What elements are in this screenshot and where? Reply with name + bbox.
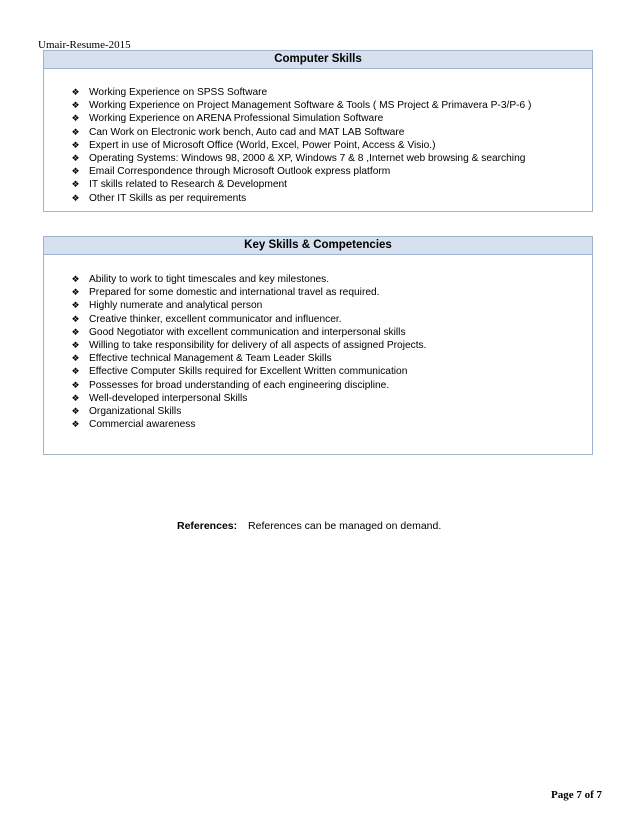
list-item-text: Other IT Skills as per requirements	[89, 192, 247, 204]
diamond-bullet-icon: ❖	[71, 179, 80, 190]
list-item-text: Prepared for some domestic and international travel as required.	[89, 287, 380, 299]
list-item-text: Operating Systems: Windows 98, 2000 & XP, Windows 7 & 8 ,Internet web browsing & searching	[89, 153, 526, 165]
list-item	[70, 273, 592, 286]
diamond-bullet-icon: ❖	[71, 353, 80, 364]
list-item	[70, 126, 592, 139]
diamond-bullet-icon: ❖	[71, 126, 80, 137]
diamond-bullet-icon: ❖	[71, 166, 80, 177]
list-item-text: Commercial awareness	[89, 419, 196, 431]
list-item	[70, 86, 592, 99]
list-item	[70, 178, 592, 191]
diamond-bullet-icon: ❖	[71, 313, 80, 324]
list-item-text: Expert in use of Microsoft Office (World, Excel, Power Point, Access & Visio.)	[89, 139, 436, 151]
key-skills-heading: Key Skills & Competencies	[44, 237, 592, 255]
diamond-bullet-icon: ❖	[71, 287, 80, 298]
computer-skills-list	[44, 86, 592, 205]
list-item-text: Can Work on Electronic work bench, Auto cad and MAT LAB Software	[89, 126, 405, 138]
list-item-text: Creative thinker, excellent communicator and influencer.	[89, 313, 342, 325]
running-header: Umair-Resume-2015	[38, 39, 131, 51]
list-item	[70, 112, 592, 125]
list-item	[70, 99, 592, 112]
diamond-bullet-icon: ❖	[71, 406, 80, 417]
list-item	[70, 339, 592, 352]
list-item-text: Effective Computer Skills required for Excellent Written communication	[89, 366, 408, 378]
list-item-text: Organizational Skills	[89, 406, 182, 418]
list-item	[70, 379, 592, 392]
list-item-text: Effective technical Management & Team Leader Skills	[89, 353, 332, 365]
diamond-bullet-icon: ❖	[71, 419, 80, 430]
references-line	[177, 520, 441, 532]
list-item	[70, 352, 592, 365]
list-item	[70, 286, 592, 299]
references-text: References can be managed on demand.	[248, 520, 442, 532]
list-item-text: Highly numerate and analytical person	[89, 300, 263, 312]
list-item-text: Working Experience on Project Management Software & Tools ( MS Project & Primavera P-3/P-6 )	[89, 100, 532, 112]
diamond-bullet-icon: ❖	[71, 192, 80, 203]
diamond-bullet-icon: ❖	[71, 366, 80, 377]
list-item	[70, 365, 592, 378]
diamond-bullet-icon: ❖	[71, 153, 80, 164]
diamond-bullet-icon: ❖	[71, 340, 80, 351]
list-item	[70, 392, 592, 405]
list-item-text: Email Correspondence through Microsoft Outlook express platform	[89, 166, 391, 178]
list-item-text: Ability to work to tight timescales and key milestones.	[89, 274, 330, 285]
list-item-text: Working Experience on ARENA Professional Simulation Software	[89, 113, 384, 125]
page-number: Page 7 of 7	[550, 789, 602, 801]
list-item-text: IT skills related to Research & Development	[89, 179, 287, 191]
diamond-bullet-icon: ❖	[71, 326, 80, 337]
diamond-bullet-icon: ❖	[71, 274, 80, 284]
list-item-text: Good Negotiator with excellent communication and interpersonal skills	[89, 326, 406, 338]
list-item-text: Working Experience on SPSS Software	[89, 87, 268, 98]
list-item-text: Willing to take responsibility for delivery of all aspects of assigned Projects.	[89, 340, 427, 352]
key-skills-list	[44, 273, 592, 431]
computer-skills-section	[43, 50, 593, 212]
diamond-bullet-icon: ❖	[71, 139, 80, 150]
diamond-bullet-icon: ❖	[71, 392, 80, 403]
list-item	[70, 139, 592, 152]
list-item	[70, 192, 592, 205]
list-item	[70, 165, 592, 178]
list-item	[70, 313, 592, 326]
list-item-text: Possesses for broad understanding of each engineering discipline.	[89, 379, 390, 391]
diamond-bullet-icon: ❖	[71, 379, 80, 390]
key-skills-section	[43, 236, 593, 455]
list-item	[70, 299, 592, 312]
list-item-text: Well-developed interpersonal Skills	[89, 392, 248, 404]
list-item	[70, 418, 592, 431]
list-item	[70, 152, 592, 165]
diamond-bullet-icon: ❖	[71, 113, 80, 124]
references-label: References:	[177, 520, 238, 532]
diamond-bullet-icon: ❖	[71, 300, 80, 311]
list-item	[70, 326, 592, 339]
diamond-bullet-icon: ❖	[71, 87, 80, 97]
computer-skills-heading: Computer Skills	[44, 51, 592, 69]
diamond-bullet-icon: ❖	[71, 100, 80, 111]
list-item	[70, 405, 592, 418]
